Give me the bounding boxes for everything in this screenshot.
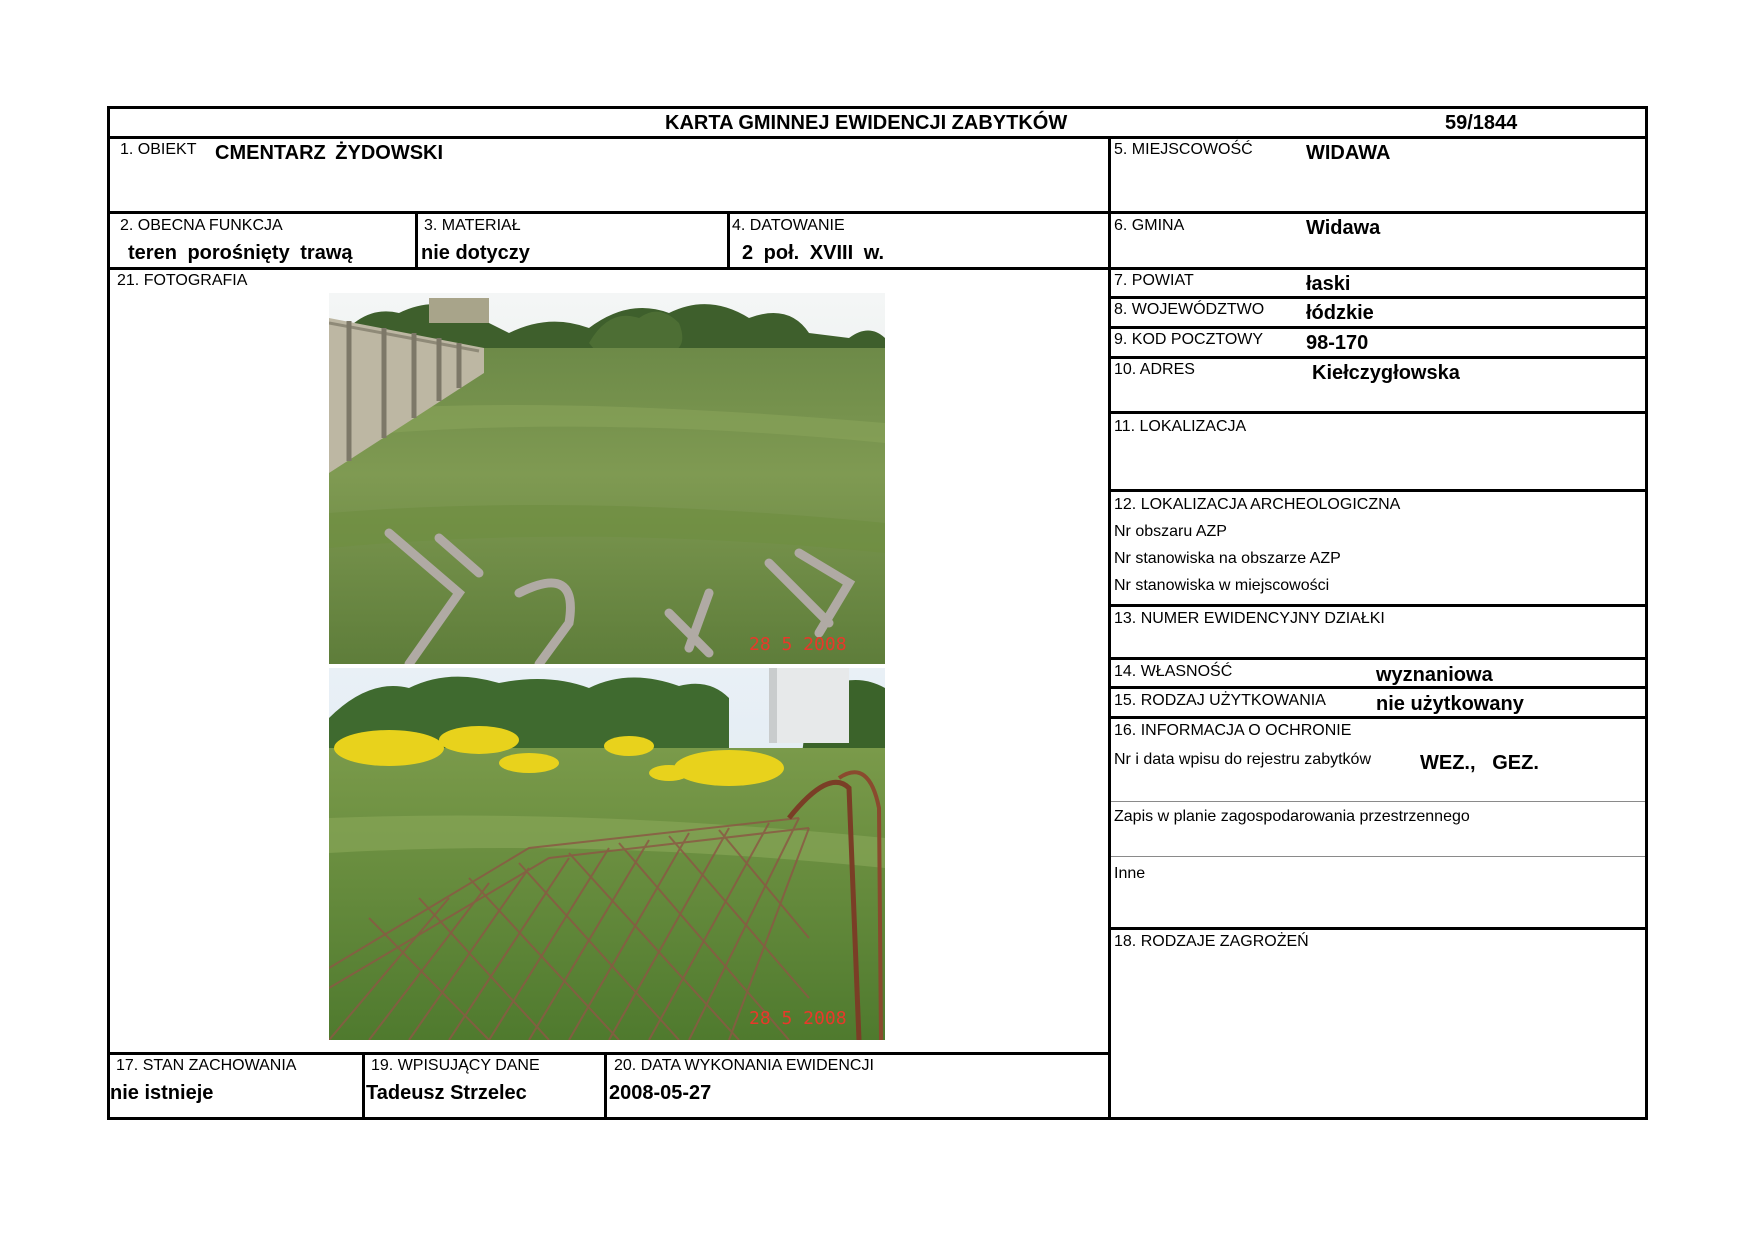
adres-value: Kiełczygłowska [1312,362,1460,384]
uzytkowanie-value: nie użytkowany [1376,693,1524,715]
funkcja-label: 2. OBECNA FUNKCJA [120,217,283,234]
rejestr-label: Nr i data wpisu do rejestru zabytków [1114,751,1371,768]
plan-label: Zapis w planie zagospodarowania przestrzennego [1114,808,1470,825]
obiekt-label: 1. OBIEKT [120,141,197,158]
powiat-value: łaski [1306,273,1351,295]
divider-r-5 [1108,356,1648,359]
border-right [1645,106,1648,1120]
form-number: 59/1844 [1445,112,1518,134]
divider-left-1 [107,211,1111,214]
border-left [107,106,110,1120]
form-title: KARTA GMINNEJ EWIDENCJI ZABYTKÓW [665,112,1068,134]
archeo-line-azp: Nr obszaru AZP [1114,523,1227,540]
zagrozenia-label: 18. RODZAJE ZAGROŻEŃ [1114,933,1309,950]
material-label: 3. MATERIAŁ [424,217,521,234]
powiat-label: 7. POWIAT [1114,272,1194,289]
divider-left-2 [107,267,1111,270]
divider-r-11 [1108,716,1648,719]
divider-r-4 [1108,326,1648,329]
divider-r-8 [1108,604,1648,607]
archeo-line-stanowisko-miejsc: Nr stanowiska w miejscowości [1114,577,1330,594]
divider-v-func [415,211,418,269]
wpisujacy-value: Tadeusz Strzelec [366,1082,527,1104]
obiekt-value: CMENTARZ ŻYDOWSKI [215,142,444,164]
divider-r-1 [1108,211,1648,214]
data-ewid-value: 2008-05-27 [609,1082,712,1104]
divider-r-12 [1108,927,1648,930]
divider-title [107,136,1648,139]
gmina-value: Widawa [1306,217,1381,239]
divider-r-7 [1108,489,1648,492]
gmina-label: 6. GMINA [1114,217,1185,234]
kod-label: 9. KOD POCZTOWY [1114,331,1264,348]
photo-cemetery-overgrown-image [329,668,885,1040]
divider-r-9 [1108,657,1648,660]
inne-label: Inne [1114,865,1146,882]
divider-left-3 [107,1052,1111,1055]
border-top [107,106,1648,109]
divider-v-mat [727,211,730,269]
dzialka-label: 13. NUMER EWIDENCYJNY DZIAŁKI [1114,610,1385,627]
wojewodztwo-label: 8. WOJEWÓDZTWO [1114,301,1265,318]
stan-value: nie istnieje [110,1082,214,1104]
uzytkowanie-label: 15. RODZAJ UŻYTKOWANIA [1114,692,1326,709]
divider-thin-2 [1111,856,1645,857]
border-bottom [107,1117,1648,1120]
lokalizacja-label: 11. LOKALIZACJA [1114,418,1247,435]
ochrona-label: 16. INFORMACJA O OCHRONIE [1114,722,1352,739]
kod-value: 98-170 [1306,332,1369,354]
divider-r-6 [1108,411,1648,414]
stan-label: 17. STAN ZACHOWANIA [116,1057,297,1074]
archeo-label: 12. LOKALIZACJA ARCHEOLOGICZNA [1114,496,1401,513]
photo-cemetery-fence-image [329,293,885,664]
miejscowosc-value: WIDAWA [1306,142,1391,164]
photo1-date-stamp: 28 5 2008 [749,634,847,655]
rejestr-value: WEZ., GEZ. [1420,752,1539,774]
material-value: nie dotyczy [421,242,530,264]
divider-main [1108,136,1111,1120]
datowanie-label: 4. DATOWANIE [732,217,845,234]
divider-thin-1 [1111,801,1645,802]
miejscowosc-label: 5. MIEJSCOWOŚĆ [1114,141,1253,158]
wlasnosc-label: 14. WŁASNOŚĆ [1114,663,1233,680]
datowanie-value: 2 poł. XVIII w. [742,242,885,264]
archeo-line-stanowisko-azp: Nr stanowiska na obszarze AZP [1114,550,1341,567]
photo-cemetery-fence [329,293,885,664]
divider-r-3 [1108,296,1648,299]
adres-label: 10. ADRES [1114,361,1195,378]
funkcja-value: teren porośnięty trawą [128,242,353,264]
divider-r-2 [1108,267,1648,270]
photo2-date-stamp: 28 5 2008 [749,1008,847,1029]
fotografia-label: 21. FOTOGRAFIA [117,272,248,289]
divider-v-wpis [604,1052,607,1120]
wlasnosc-value: wyznaniowa [1376,664,1493,686]
divider-v-stan [362,1052,365,1120]
wpisujacy-label: 19. WPISUJĄCY DANE [371,1057,540,1074]
photo-cemetery-overgrown [329,668,885,1040]
wojewodztwo-value: łódzkie [1306,302,1374,324]
data-ewid-label: 20. DATA WYKONANIA EWIDENCJI [614,1057,874,1074]
